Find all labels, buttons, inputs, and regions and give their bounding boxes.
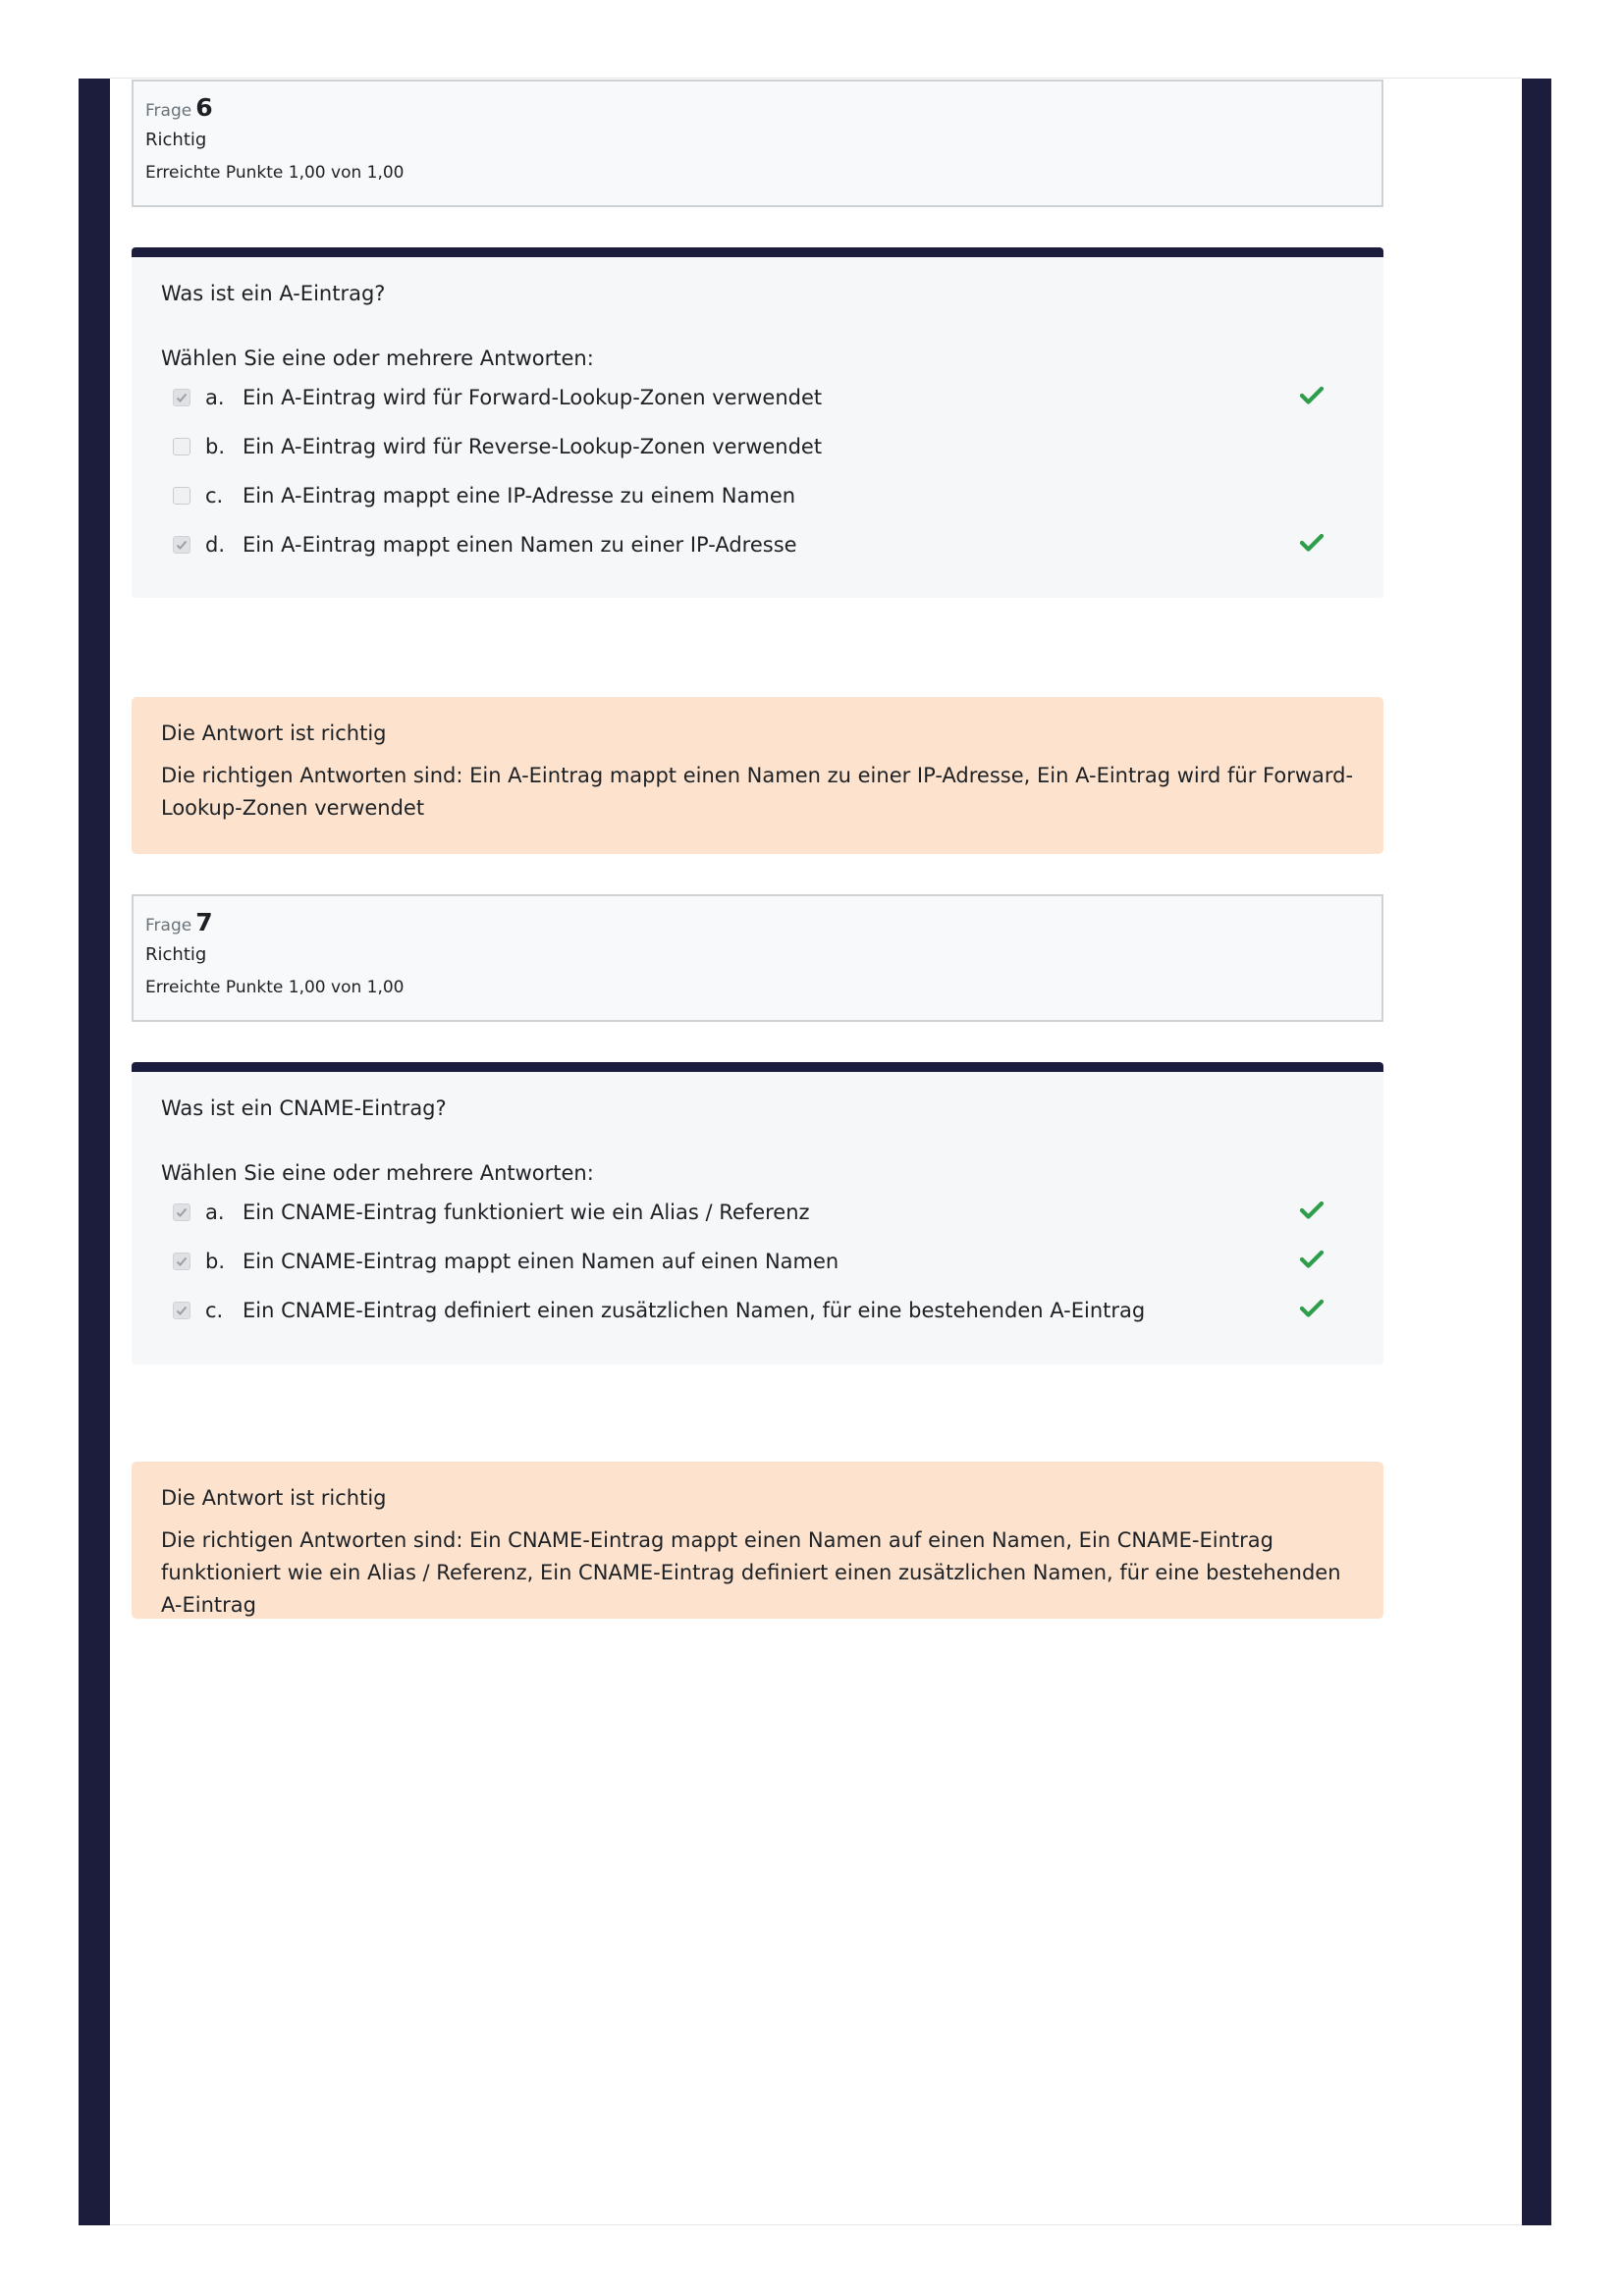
checkbox-check-icon: [175, 1205, 189, 1219]
feedback-box: [132, 697, 1383, 854]
answer-option: [161, 422, 1354, 471]
question-text: Was ist ein CNAME-Eintrag?: [161, 1096, 447, 1120]
answer-label: Ein A-Eintrag mappt eine IP-Adresse zu einem Namen: [243, 484, 796, 507]
answer-option: [161, 1188, 1354, 1237]
answer-prompt: Wählen Sie eine oder mehrere Antworten:: [161, 1161, 594, 1185]
answer-list: [161, 373, 1354, 569]
frame-right-bar: [1522, 79, 1551, 2225]
question-number: [145, 908, 1370, 937]
page-bottom-rule: [110, 2224, 1522, 2225]
feedback-text: Die richtigen Antworten sind: Ein CNAME-Eintrag mappt einen Namen auf einen Namen, Ein CNAME-Eintrag funktioniert wie ein Alias / Referenz, Ein CNAME-Eintrag definiert einen zusätzlichen Namen, für eine bestehenden A-Eintrag: [161, 1528, 1341, 1617]
checkbox-check-icon: [175, 1304, 189, 1317]
feedback-text: Die richtigen Antworten sind: Ein A-Eintrag mappt einen Namen zu einer IP-Adresse, Ein A-Eintrag wird für Forward-Lookup-Zonen verwendet: [161, 764, 1354, 820]
question-grade: Erreichte Punkte 1,00 von 1,00: [145, 978, 405, 997]
question-state: Richtig: [145, 944, 207, 965]
question-info-box: [132, 894, 1383, 1022]
answer-label: Ein CNAME-Eintrag funktioniert wie ein Alias / Referenz: [243, 1201, 810, 1224]
answer-label: Ein A-Eintrag wird für Reverse-Lookup-Zonen verwendet: [243, 435, 823, 458]
checkbox-check-icon: [175, 391, 189, 404]
answer-checkbox: [173, 1253, 190, 1270]
answer-option: [161, 520, 1354, 569]
question-card: [132, 1062, 1383, 1364]
correct-check-icon: [1299, 1249, 1325, 1270]
answer-letter: b.: [205, 435, 226, 458]
answer-option: [161, 373, 1354, 422]
question-number-prefix: Frage: [145, 101, 192, 121]
question-number-value: 6: [195, 93, 213, 122]
correct-check-icon: [1299, 532, 1325, 554]
answer-checkbox: [173, 1203, 190, 1221]
correct-check-icon: [1299, 1298, 1325, 1319]
answer-list: [161, 1188, 1354, 1335]
question-number-prefix: Frage: [145, 916, 192, 935]
answer-letter: b.: [205, 1250, 226, 1273]
answer-label: Ein CNAME-Eintrag definiert einen zusätzlichen Namen, für eine bestehenden A-Eintrag: [243, 1299, 1146, 1322]
correct-check-icon: [1299, 385, 1325, 406]
feedback-title: Die Antwort ist richtig: [161, 721, 387, 745]
checkbox-check-icon: [175, 538, 189, 552]
answer-letter: c.: [205, 484, 224, 507]
answer-checkbox: [173, 487, 190, 505]
answer-checkbox: [173, 536, 190, 554]
answer-prompt: Wählen Sie eine oder mehrere Antworten:: [161, 347, 594, 370]
question-info-box: [132, 80, 1383, 207]
answer-checkbox: [173, 389, 190, 406]
frame-left-bar: [79, 79, 110, 2225]
answer-letter: a.: [205, 1201, 225, 1224]
answer-letter: d.: [205, 533, 226, 557]
question-state: Richtig: [145, 130, 207, 150]
question-text: Was ist ein A-Eintrag?: [161, 282, 386, 305]
question-number-value: 7: [195, 908, 213, 936]
answer-letter: a.: [205, 386, 225, 409]
question-card: [132, 247, 1383, 598]
answer-label: Ein A-Eintrag wird für Forward-Lookup-Zonen verwendet: [243, 386, 823, 409]
answer-letter: c.: [205, 1299, 224, 1322]
checkbox-check-icon: [175, 1255, 189, 1268]
answer-checkbox: [173, 1302, 190, 1319]
answer-option: [161, 471, 1354, 520]
correct-check-icon: [1299, 1200, 1325, 1221]
feedback-box: [132, 1462, 1383, 1619]
answer-option: [161, 1237, 1354, 1286]
answer-checkbox: [173, 438, 190, 455]
answer-option: [161, 1286, 1354, 1335]
page-top-rule: [110, 78, 1522, 79]
feedback-title: Die Antwort ist richtig: [161, 1486, 387, 1510]
question-number: [145, 93, 1370, 123]
question-grade: Erreichte Punkte 1,00 von 1,00: [145, 163, 405, 183]
answer-label: Ein CNAME-Eintrag mappt einen Namen auf einen Namen: [243, 1250, 839, 1273]
answer-label: Ein A-Eintrag mappt einen Namen zu einer IP-Adresse: [243, 533, 797, 557]
